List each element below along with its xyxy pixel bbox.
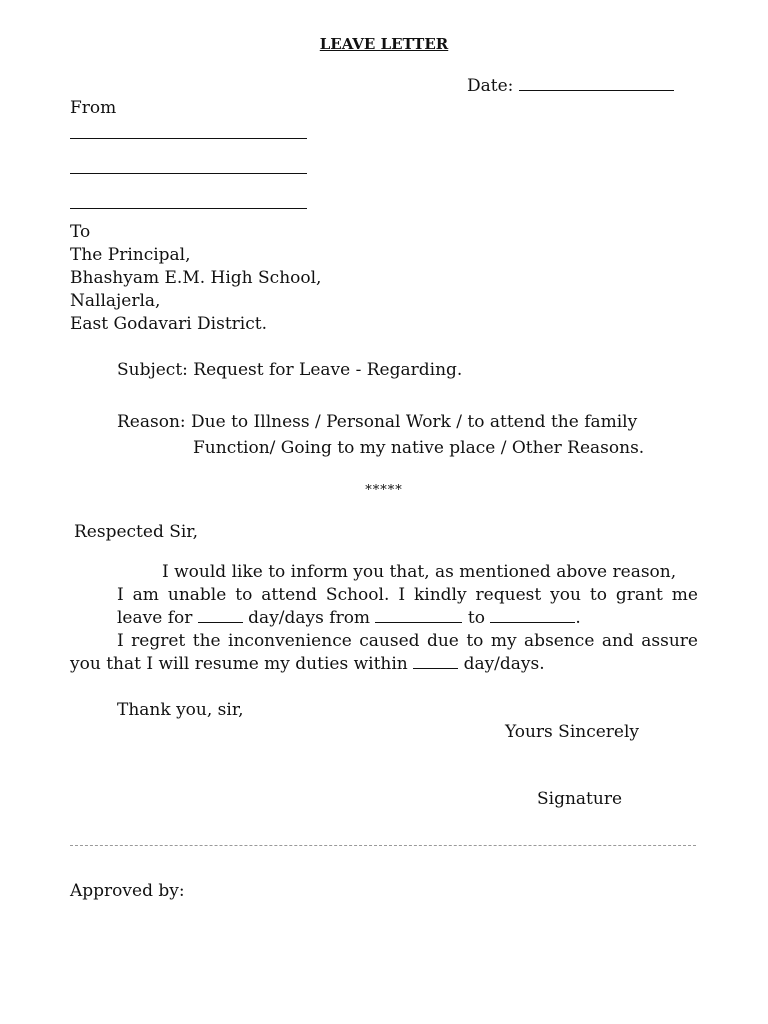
reason-line-2: Function/ Going to my native place / Other Reasons. xyxy=(193,438,645,458)
signature-label: Signature xyxy=(537,789,623,809)
separator-stars: ***** xyxy=(365,483,403,498)
date-line xyxy=(467,74,674,98)
subject-line: Subject: Request for Leave - Regarding. xyxy=(117,360,463,380)
body-line-5 xyxy=(70,653,545,676)
from-blank-3[interactable] xyxy=(70,207,307,209)
recipient-line-4: East Godavari District. xyxy=(70,314,267,334)
days-count-blank[interactable] xyxy=(198,607,243,623)
thanks-line: Thank you, sir, xyxy=(117,700,244,720)
body-line-3 xyxy=(117,607,581,630)
body-line-4 xyxy=(117,630,698,653)
date-label: Date: xyxy=(467,76,514,96)
salutation: Respected Sir, xyxy=(74,522,198,542)
body-line-2-text: I am unable to attend School. I kindly request you to grant me xyxy=(117,585,698,605)
body-line-3-leave-for: leave for xyxy=(117,608,193,628)
body-line-5-days: day/days. xyxy=(463,654,545,674)
from-date-blank[interactable] xyxy=(375,607,462,623)
approved-label: Approved by: xyxy=(70,881,185,901)
body-line-3-days-from: day/days from xyxy=(248,608,371,628)
from-label: From xyxy=(70,98,117,118)
from-blank-2[interactable] xyxy=(70,172,307,174)
dashed-divider xyxy=(70,845,696,846)
recipient-line-1: The Principal, xyxy=(70,245,191,265)
recipient-line-2: Bhashyam E.M. High School, xyxy=(70,268,322,288)
body-line-4-text: I regret the inconvenience caused due to my absence and assure xyxy=(117,631,698,651)
to-label: To xyxy=(70,222,91,242)
resume-days-blank[interactable] xyxy=(413,653,458,669)
body-line-5-text: you that I will resume my duties within xyxy=(70,654,408,674)
body-line-3-to: to xyxy=(467,608,485,628)
date-blank[interactable] xyxy=(519,74,674,91)
body-line-2 xyxy=(117,584,698,607)
to-date-blank[interactable] xyxy=(490,607,575,623)
recipient-line-3: Nallajerla, xyxy=(70,291,161,311)
from-blank-1[interactable] xyxy=(70,137,307,139)
letter-title: LEAVE LETTER xyxy=(319,35,449,53)
body-line-3-period: . xyxy=(575,608,581,628)
closing-line: Yours Sincerely xyxy=(505,722,640,742)
reason-line-1: Reason: Due to Illness / Personal Work / to attend the family xyxy=(117,412,638,432)
body-line-1: I would like to inform you that, as mentioned above reason, xyxy=(162,562,677,582)
